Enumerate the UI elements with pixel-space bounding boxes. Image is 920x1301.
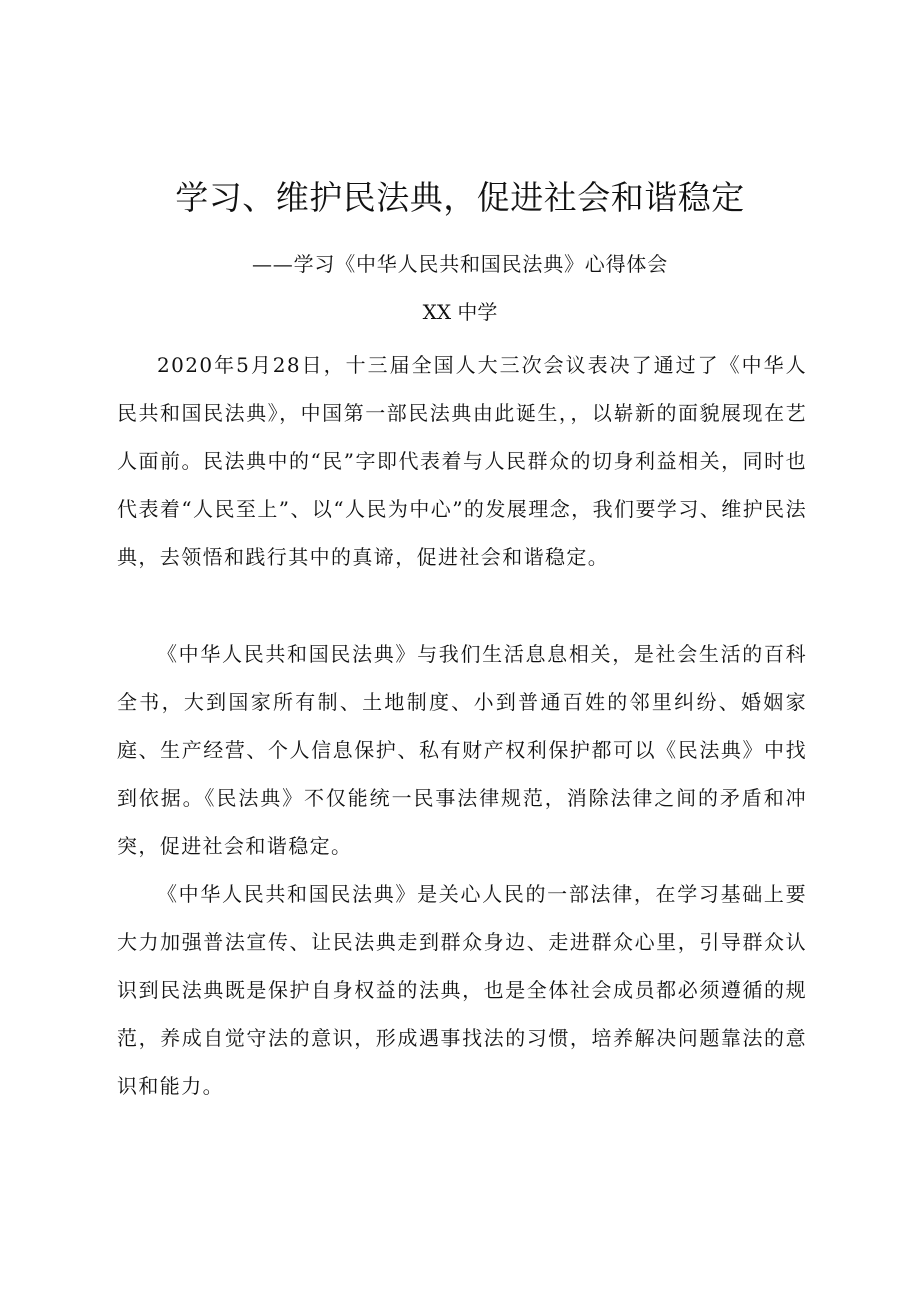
document-title: 学习、维护民法典，促进社会和谐稳定 bbox=[175, 178, 745, 217]
body-paragraph-1: 2020年5月28日，十三届全国人大三次会议表决了通过了《中华人民共和国民法典》，中国第一部民法典由此诞生，，以崭新的面貌展现在艺人面前。民法典中的“民”字即代表着与人民群众的切身利益相关，同时也代表着“人民至上”、以“人民为中心”的发展理念，我们要学习、维护民法典，去领悟和践行其中的真谛，促进社会和谐稳定。 bbox=[117, 353, 807, 569]
document-author: XX 中学 bbox=[422, 300, 498, 324]
body-paragraph-2: 《中华人民共和国民法典》与我们生活息息相关，是社会生活的百科全书，大到国家所有制、土地制度、小到普通百姓的邻里纠纷、婚姻家庭、生产经营、个人信息保护、私有财产权利保护都可以《民法典》中找到依据。《民法典》不仅能统一民事法律规范，消除法律之间的矛盾和冲突，促进社会和谐稳定。 bbox=[117, 642, 807, 858]
document-subtitle: ——学习《中华人民共和国民法典》心得体会 bbox=[252, 252, 668, 276]
body-paragraph-3: 《中华人民共和国民法典》是关心人民的一部法律，在学习基础上要大力加强普法宣传、让民法典走到群众身边、走进群众心里，引导群众认识到民法典既是保护自身权益的法典，也是全体社会成员都必须遵循的规范，养成自觉守法的意识，形成遇事找法的习惯，培养解决问题靠法的意识和能力。 bbox=[117, 882, 807, 1098]
